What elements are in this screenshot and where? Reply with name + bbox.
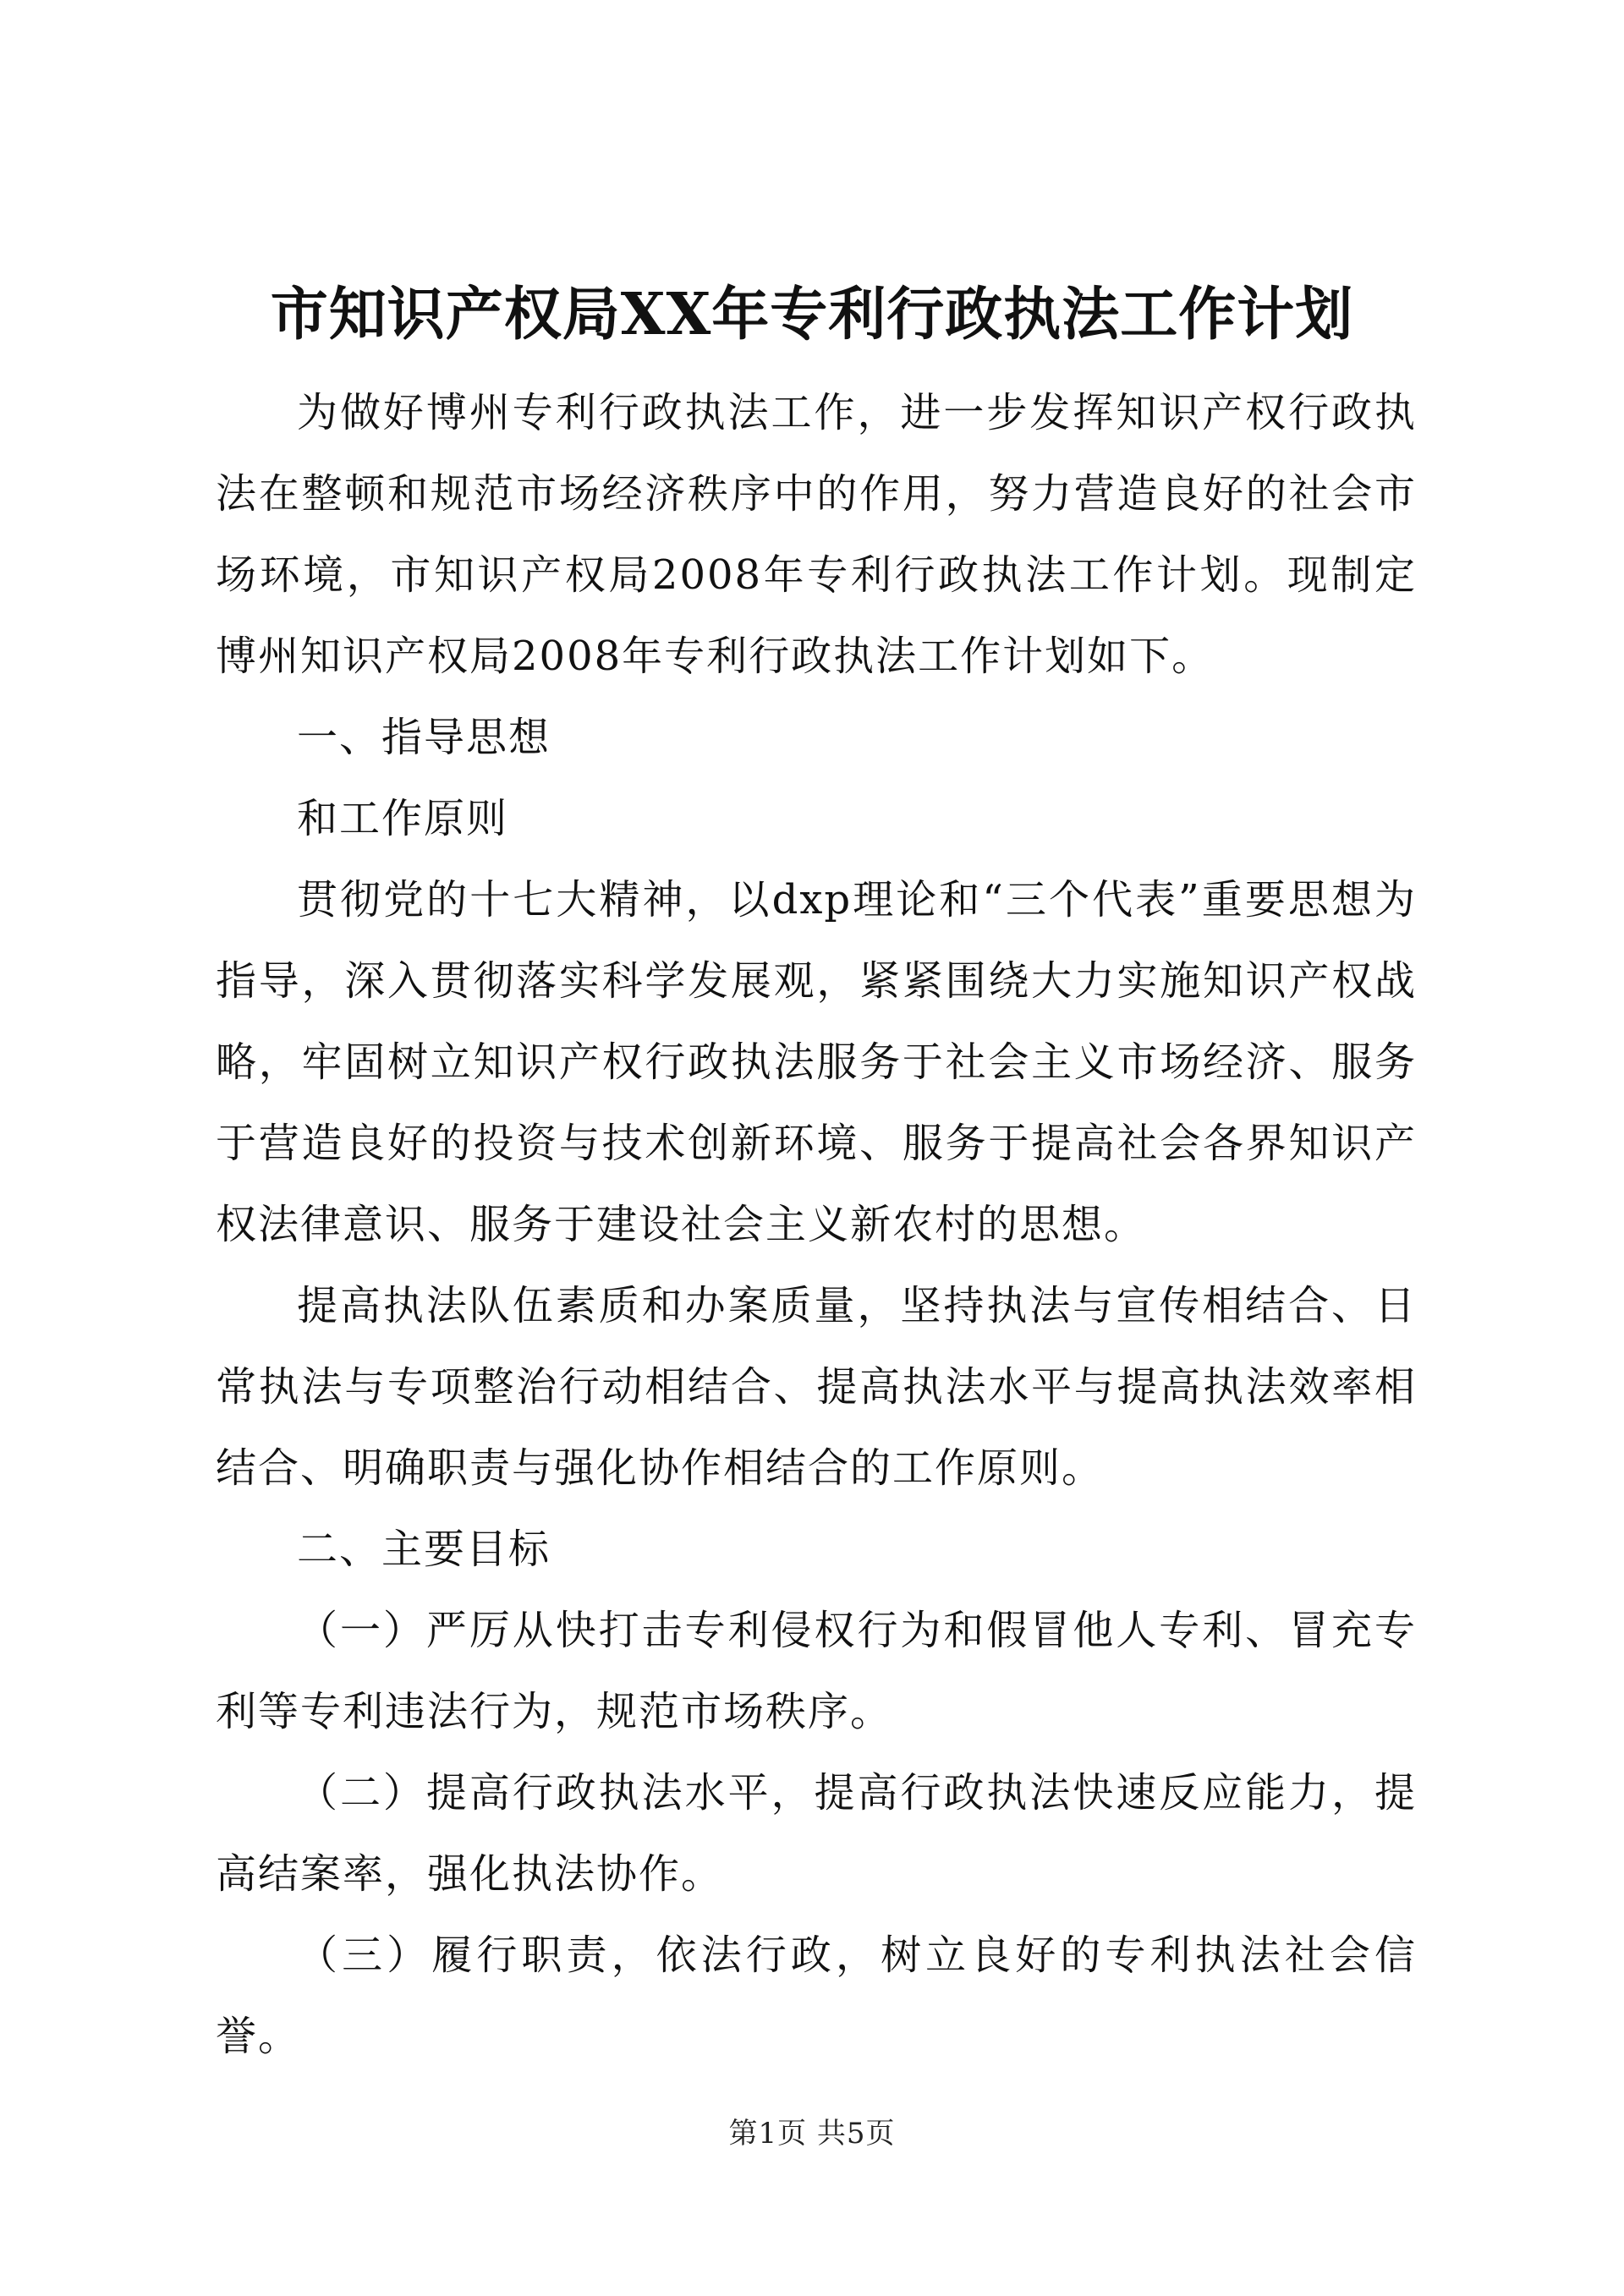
section-heading-guiding-ideology: 一、指导思想: [297, 714, 551, 761]
paragraph-work-principles: 提高执法队伍素质和办案质量，坚持执法与宣传相结合、日常执法与专项整治行动相结合、提高执法水平与提高执法效率相结合、明确职责与强化协作相结合的工作原则。: [216, 1282, 1417, 1492]
paragraph-goal-1: （一）严厉从快打击专利侵权行为和假冒他人专利、冒充专利等专利违法行为，规范市场秩序。: [216, 1607, 1417, 1735]
paragraph-intro: 为做好博州专利行政执法工作，进一步发挥知识产权行政执法在整顿和规范市场经济秩序中的作用，努力营造良好的社会市场环境，市知识产权局2008年专利行政执法工作计划。现制定博州知识产权局2008年专利行政执法工作计划如下。: [216, 389, 1417, 680]
document-title: 市知识产权局XX年专利行政执法工作计划: [270, 281, 1354, 348]
page-footer: 第1页 共5页: [728, 2117, 896, 2151]
document-body: [216, 372, 1417, 2077]
section-heading-work-principles: 和工作原则: [297, 795, 509, 842]
paragraph-guiding-ideology: 贯彻党的十七大精神，以dxp理论和“三个代表”重要思想为指导，深入贯彻落实科学发展观，紧紧围绕大力实施知识产权战略，牢固树立知识产权行政执法服务于社会主义市场经济、服务于营造良好的投资与技术创新环境、服务于提高社会各界知识产权法律意识、服务于建设社会主义新农村的思想。: [216, 876, 1417, 1248]
paragraph-goal-2: （二）提高行政执法水平，提高行政执法快速反应能力，提高结案率，强化执法协作。: [216, 1769, 1417, 1898]
section-heading-main-goals: 二、主要目标: [297, 1526, 551, 1573]
paragraph-goal-3: （三）履行职责，依法行政，树立良好的专利执法社会信誉。: [216, 1932, 1417, 2060]
